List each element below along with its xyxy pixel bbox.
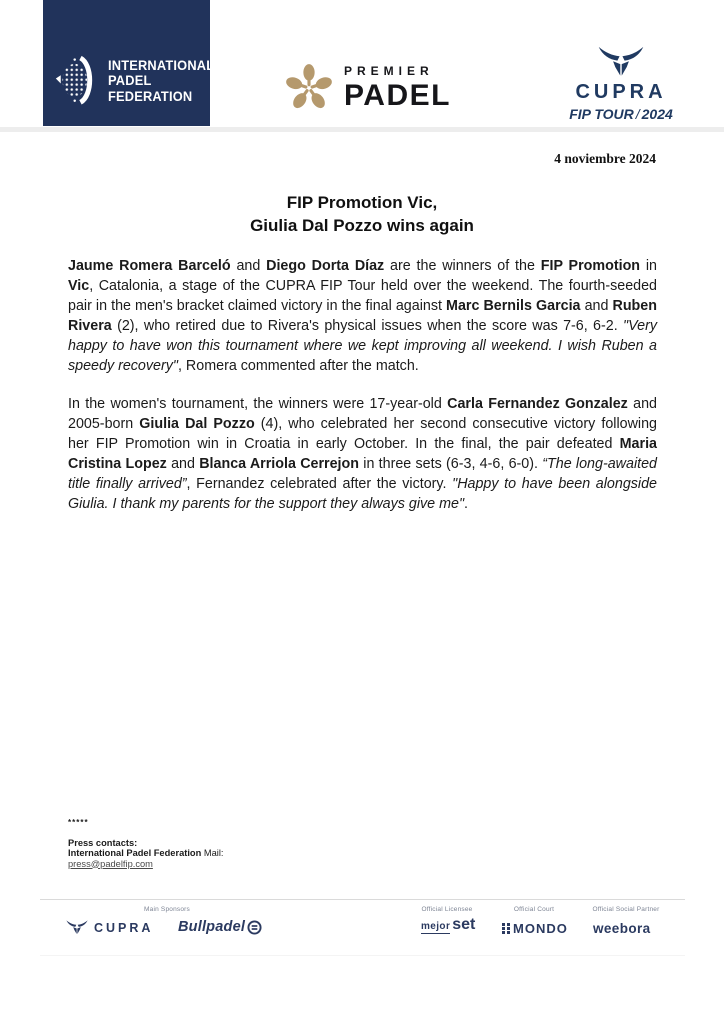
- text-segment-normal: and: [166, 456, 200, 472]
- label-official-social-partner: Official Social Partner: [592, 906, 660, 913]
- press-contacts-block: [68, 818, 224, 869]
- article-title: [0, 191, 724, 237]
- text-segment-normal: (2), who retired due to Rivera's physical issues when the score was 7-6, 6-2.: [111, 318, 624, 334]
- mejorset-logo: [421, 916, 476, 934]
- text-segment-bold: Jaume Romera Barceló: [68, 258, 231, 274]
- cupra-bull-icon-small: [66, 920, 88, 935]
- mondo-grid-icon: [502, 923, 510, 934]
- bullpadel-wordmark: Bullpadel: [178, 919, 246, 935]
- label-official-court: Official Court: [513, 906, 555, 913]
- text-segment-bold: Maria Cristina Lopez: [68, 436, 657, 472]
- text-segment-normal: (4), who celebrated her second consecutive victory following her FIP Promotion win in Croatia in early October. In the final, the pair defeated: [68, 416, 657, 452]
- header-divider: [0, 127, 724, 132]
- article-title-line-2: Giulia Dal Pozzo wins again: [250, 216, 474, 235]
- text-segment-normal: , Catalonia, a stage of the CUPRA FIP Tour held over the weekend. The fourth-seeded pair in the men's bracket claimed victory in the final against: [68, 278, 657, 314]
- bullpadel-circle-icon: [247, 920, 262, 935]
- weebora-logo: [593, 921, 651, 936]
- bullpadel-logo: [178, 919, 262, 935]
- premier-flower-icon: [283, 62, 335, 114]
- ipf-logo-text: [108, 58, 214, 105]
- text-segment-bold: Ruben Rivera: [68, 298, 657, 334]
- press-contacts-org-line: [68, 848, 224, 859]
- mejorset-word-mejor: mejor: [421, 921, 451, 932]
- premier-padel-logo: [283, 58, 498, 118]
- mondo-logo: [502, 921, 568, 936]
- fip-tour-text: FIP TOUR: [569, 106, 634, 122]
- press-email-line: [68, 859, 224, 870]
- ipf-line-3: FEDERATION: [108, 88, 193, 104]
- cupra-fip-tour-logo: [556, 46, 686, 122]
- press-org: International Padel Federation: [68, 848, 202, 858]
- text-segment-italic: "Happy to have been alongside Giulia. I thank my parents for the support they always give me": [68, 476, 657, 512]
- article-title-line-1: FIP Promotion Vic,: [286, 193, 438, 212]
- label-main-sponsors: Main Sponsors: [144, 906, 190, 913]
- text-segment-normal: .: [464, 496, 469, 512]
- premier-word-top: PREMIER: [344, 63, 434, 78]
- ipf-racket-icon: [55, 52, 101, 110]
- text-segment-bold: Diego Dorta Díaz: [266, 258, 385, 274]
- text-segment-bold: FIP Promotion: [540, 258, 641, 274]
- cupra-bull-icon: [598, 46, 644, 78]
- footer-divider: [40, 899, 685, 900]
- document-date: 4 noviembre 2024: [554, 151, 656, 166]
- text-segment-bold: Blanca Arriola Cerrejon: [199, 456, 359, 472]
- text-segment-normal: , Fernandez celebrated after the victory.: [186, 476, 453, 492]
- text-segment-normal: In the women's tournament, the winners were 17-year-old: [68, 396, 448, 412]
- text-segment-normal: in three sets (6-3, 4-6, 6-0).: [359, 456, 543, 472]
- label-official-licensee: Official Licensee: [421, 906, 473, 913]
- ipf-line-1: INTERNATIONAL: [108, 57, 215, 73]
- page-bottom-edge: [40, 955, 685, 956]
- fip-tour-year: [556, 106, 686, 122]
- ipf-logo-inner: [55, 52, 220, 110]
- weebora-wordmark: weebora: [593, 921, 651, 936]
- text-segment-normal: in: [640, 258, 657, 274]
- separator-asterisks: *****: [68, 818, 89, 827]
- text-segment-normal: , Romera commented after the match.: [177, 358, 419, 374]
- cupra-footer-logo: [66, 920, 153, 935]
- press-email-link[interactable]: press@padelfip.com: [68, 858, 153, 869]
- fip-tour-year-text: 2024: [641, 106, 673, 122]
- cupra-wordmark: CUPRA: [575, 81, 667, 103]
- paragraph-women-final: [68, 394, 657, 514]
- press-mail-label: Mail:: [201, 848, 224, 858]
- text-segment-normal: and: [580, 298, 613, 314]
- text-segment-bold: Giulia Dal Pozzo: [139, 416, 255, 432]
- paragraph-men-final: [68, 256, 657, 376]
- mejorset-word-set: set: [452, 916, 476, 933]
- cupra-footer-wordmark: CUPRA: [94, 920, 154, 935]
- text-segment-normal: and 2005-born: [68, 396, 658, 432]
- text-segment-normal: and: [230, 258, 267, 274]
- text-segment-bold: Vic: [68, 278, 90, 294]
- ipf-logo: [43, 0, 215, 126]
- text-segment-normal: are the winners of the: [384, 258, 541, 274]
- text-segment-italic: “The long-awaited title finally arrived”: [68, 456, 658, 492]
- mondo-wordmark: MONDO: [513, 921, 568, 936]
- press-contacts-heading: Press contacts:: [68, 837, 138, 848]
- text-segment-bold: Marc Bernils Garcia: [446, 298, 581, 314]
- premier-wordmark: [344, 64, 451, 113]
- fip-tour-separator: /: [635, 106, 640, 122]
- text-segment-bold: Carla Fernandez Gonzalez: [447, 396, 628, 412]
- ipf-line-2: PADEL: [108, 73, 152, 89]
- text-segment-italic: "Very happy to have won this tournament where we kept improving all weekend. I wish Ruben a speedy recovery": [68, 318, 657, 374]
- premier-word-bottom: PADEL: [344, 78, 451, 112]
